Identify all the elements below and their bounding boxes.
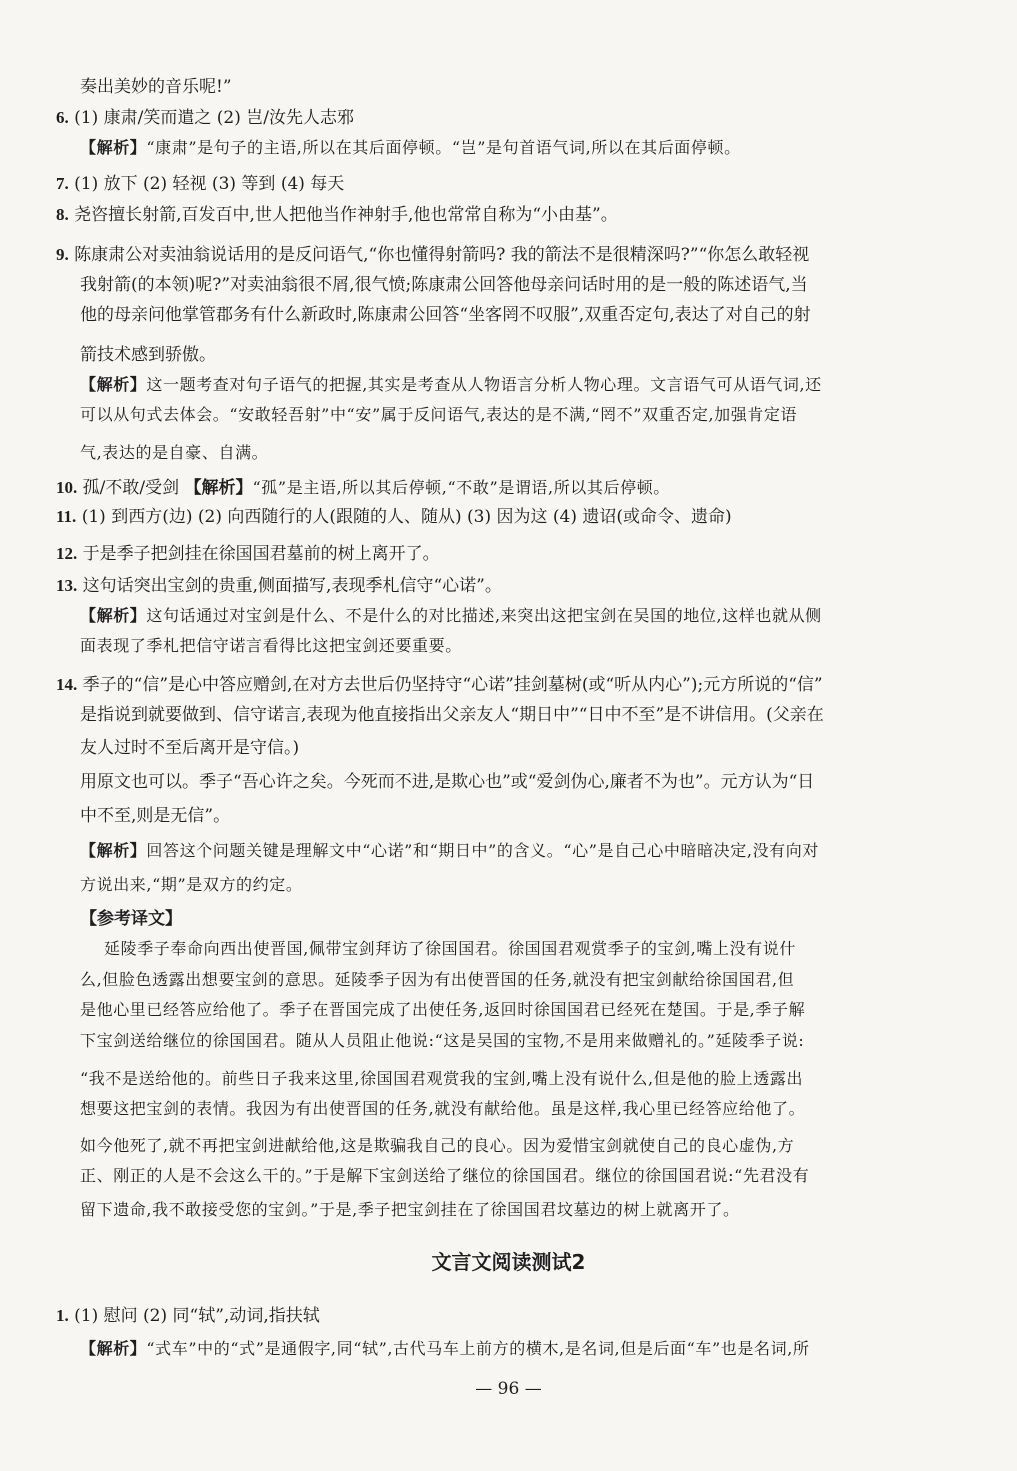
answer-6: 6. (1) 康肃/笑而遣之 (2) 岂/汝先人志邪 — [56, 108, 354, 128]
analysis-9-line: 气,表达的是自豪、自满。 — [80, 443, 269, 462]
translation-line: 正、刚正的人是不会这么干的。”于是解下宝剑送给了继位的徐国国君。继位的徐国国君说:“先君没有 — [80, 1166, 810, 1185]
analysis-14-line: 方说出来,“期”是双方的约定。 — [80, 875, 303, 894]
page-number: — 96 — — [475, 1379, 542, 1399]
answer-13: 13. 这句话突出宝剑的贵重,侧面描写,表现季札信守“心诺”。 — [56, 576, 502, 596]
test2-answer-1: 1. (1) 慰问 (2) 同“轼”,动词,指扶轼 — [56, 1306, 320, 1326]
answer-7: 7. (1) 放下 (2) 轻视 (3) 等到 (4) 每天 — [56, 174, 345, 194]
answer-9-line: 他的母亲问他掌管郡务有什么新政时,陈康肃公回答“坐客罔不叹服”,双重否定句,表达了对自己的射 — [80, 305, 811, 325]
analysis-6: 【解析】“康肃”是句子的主语,所以在其后面停顿。“岂”是句首语气词,所以在其后面停顿。 — [80, 138, 741, 157]
analysis-9: 【解析】这一题考查对句子语气的把握,其实是考查从人物语言分析人物心理。文言语气可从语气词,还 — [80, 375, 822, 394]
analysis-13: 【解析】这句话通过对宝剑是什么、不是什么的对比描述,来突出这把宝剑在吴国的地位,这样也就从侧 — [80, 606, 822, 625]
answer-14-line: 是指说到就要做到、信守诺言,表现为他直接指出父亲友人“期日中”“日中不至”是不讲信用。(父亲在 — [80, 705, 824, 725]
section-heading: 文言文阅读测试2 — [431, 1250, 586, 1274]
answer-continuation: 奏出美妙的音乐呢!” — [80, 77, 232, 97]
test2-analysis-1: 【解析】“式车”中的“式”是通假字,同“轼”,古代马车上前方的横木,是名词,但是后面“车”也是名词,所 — [80, 1339, 810, 1358]
answer-11: 11. (1) 到西方(边) (2) 向西随行的人(跟随的人、随从) (3) 因为这 (4) 遗诏(或命令、遗命) — [56, 507, 732, 527]
analysis-14: 【解析】回答这个问题关键是理解文中“心诺”和“期日中”的含义。“心”是自己心中暗暗决定,没有向对 — [80, 841, 819, 860]
analysis-9-line: 可以从句式去体会。“安敢轻吾射”中“安”属于反问语气,表达的是不满,“罔不”双重否定,加强肯定语 — [80, 405, 798, 424]
answer-9-line: 箭技术感到骄傲。 — [80, 345, 216, 365]
translation-line: 如今他死了,就不再把宝剑进献给他,这是欺骗我自己的良心。因为爱惜宝剑就使自己的良心虚伪,方 — [80, 1136, 795, 1155]
answer-9-line: 我射箭(的本领)呢?”对卖油翁很不屑,很气愤;陈康肃公回答他母亲问话时用的是一般的陈述语气,当 — [80, 275, 808, 295]
analysis-13-line: 面表现了季札把信守诺言看得比这把宝剑还要重要。 — [80, 636, 462, 655]
translation-line: “我不是送给他的。前些日子我来这里,徐国国君观赏我的宝剑,嘴上没有说什么,但是他的脸上透露出 — [80, 1069, 804, 1088]
answer-14: 14. 季子的“信”是心中答应赠剑,在对方去世后仍坚持守“心诺”挂剑墓树(或“听从内心”);元方所说的“信” — [56, 675, 823, 695]
translation-heading: 【参考译文】 — [80, 909, 182, 929]
answer-9: 9. 陈康肃公对卖油翁说话用的是反问语气,“你也懂得射箭吗? 我的箭法不是很精深吗?”“你怎么敢轻视 — [56, 245, 810, 265]
answer-14-line: 中不至,则是无信”。 — [80, 806, 231, 826]
answer-10: 10. 孤/不敢/受剑 【解析】“孤”是主语,所以其后停顿,“不敢”是谓语,所以其后停顿。 — [56, 478, 670, 498]
answer-12: 12. 于是季子把剑挂在徐国国君墓前的树上离开了。 — [56, 544, 440, 564]
translation-line: 延陵季子奉命向西出使晋国,佩带宝剑拜访了徐国国君。徐国国君观赏季子的宝剑,嘴上没有说什 — [104, 939, 796, 958]
answer-14-line: 友人过时不至后离开是守信。) — [80, 738, 300, 758]
translation-line: 留下遗命,我不敢接受您的宝剑。”于是,季子把宝剑挂在了徐国国君坟墓边的树上就离开了。 — [80, 1200, 740, 1219]
translation-line: 下宝剑送给继位的徐国国君。随从人员阻止他说:“这是吴国的宝物,不是用来做赠礼的。”延陵季子说: — [80, 1031, 805, 1050]
translation-line: 想要这把宝剑的表情。我因为有出使晋国的任务,就没有献给他。虽是这样,我心里已经答应给他了。 — [80, 1099, 806, 1118]
answer-8: 8. 尧咨擅长射箭,百发百中,世人把他当作神射手,他也常常自称为“小由基”。 — [56, 205, 618, 225]
translation-line: 是他心里已经答应给他了。季子在晋国完成了出使任务,返回时徐国国君已经死在楚国。于是,季子解 — [80, 1000, 806, 1019]
translation-line: 么,但脸色透露出想要宝剑的意思。延陵季子因为有出使晋国的任务,就没有把宝剑献给徐国国君,但 — [80, 970, 795, 989]
answer-14-line: 用原文也可以。季子“吾心许之矣。今死而不进,是欺心也”或“爱剑伪心,廉者不为也”。元方认为“日 — [80, 772, 815, 792]
